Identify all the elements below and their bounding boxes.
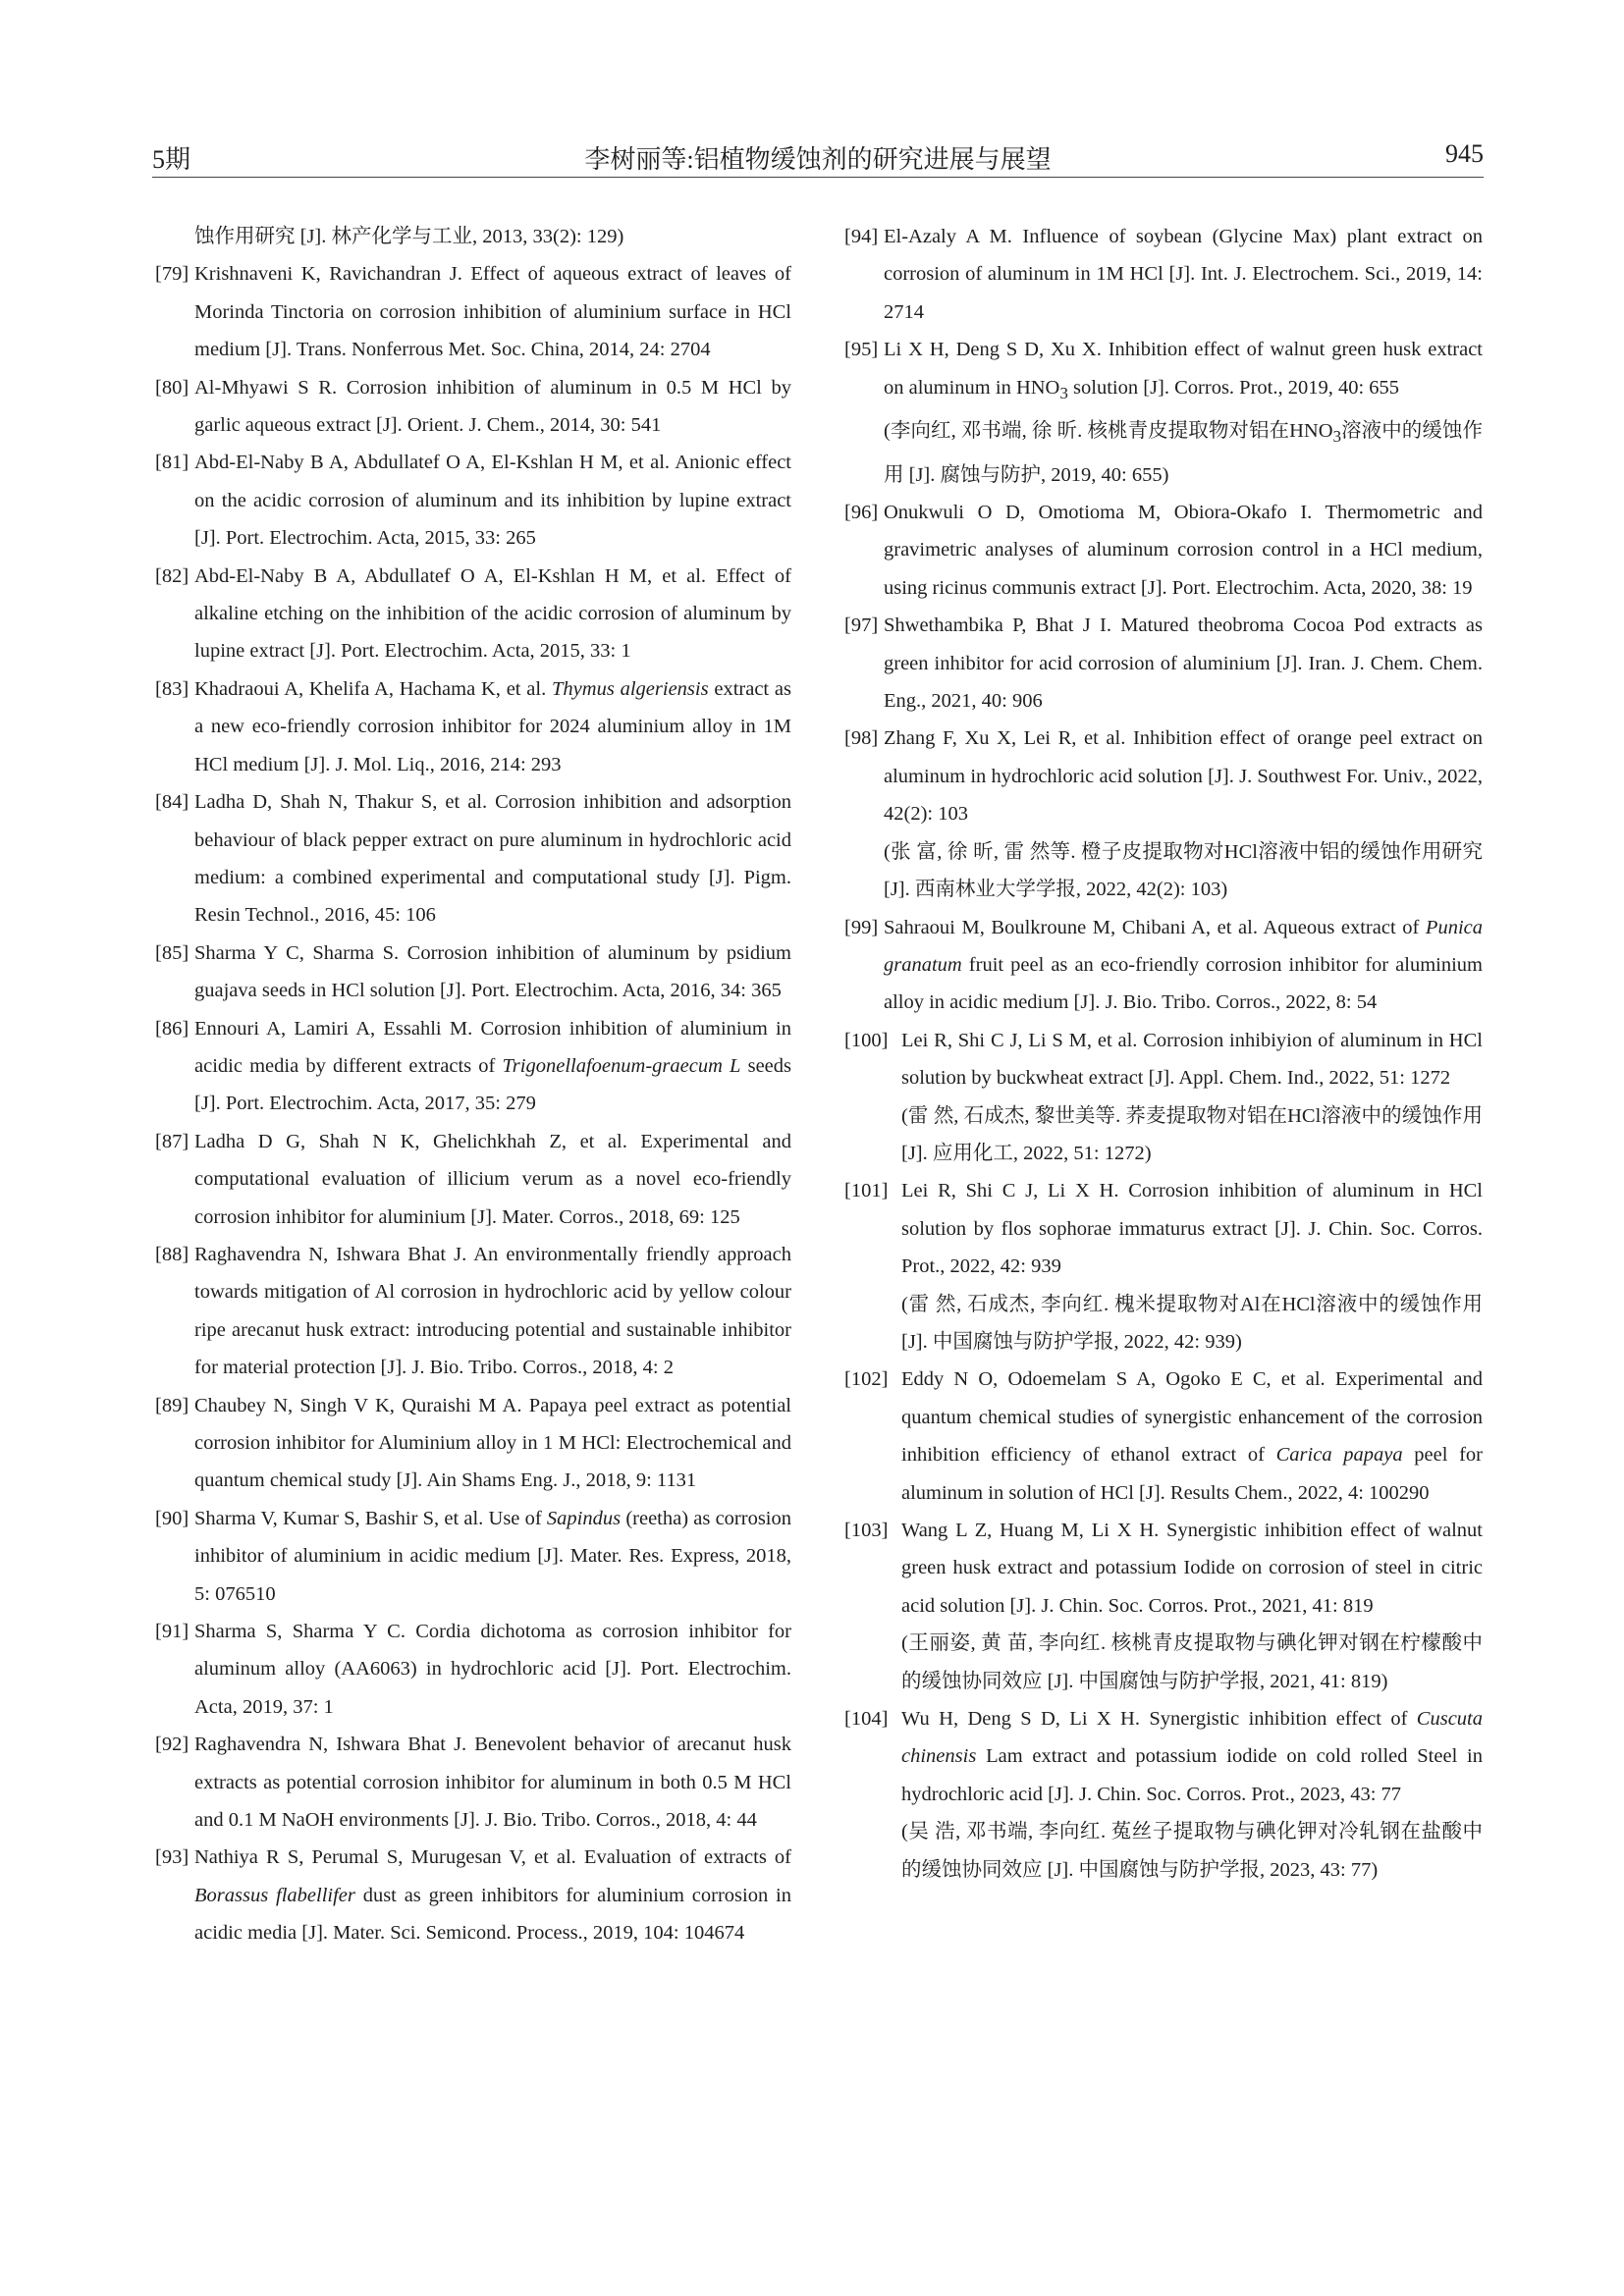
reference-item	[155, 255, 791, 368]
reference-number: [81]	[155, 452, 189, 474]
species-name: Borassus flabellifer	[194, 1884, 355, 1906]
reference-item	[155, 1236, 791, 1387]
reference-text: Krishnaveni K, Ravichandran J. Effect of aqueous extract of leaves of Morinda Tinctoria on corrosion inhibition of aluminium surface in HCl medium [J]. Trans. Nonferrous Met. Soc. China, 2014, 24: 2704	[194, 263, 791, 361]
subscript: 3	[1059, 383, 1068, 402]
reference-text: Lam extract and potassium iodide on cold rolled Steel in hydrochloric acid [J]. J. Chin. Soc. Corros. Prot., 2023, 43: 77	[901, 1745, 1483, 1805]
translation-text: 溶液中的缓蚀作用 [J]. 腐蚀与防护, 2019, 40: 655)	[884, 420, 1483, 486]
translation-text: (李向红, 邓书端, 徐 昕. 核桃青皮提取物对铝在HNO	[884, 420, 1333, 443]
reference-text: Nathiya R S, Perumal S, Murugesan V, et al. Evaluation of extracts of	[194, 1846, 791, 1869]
reference-text: Wu H, Deng S D, Li X H. Synergistic inhibition effect of	[901, 1708, 1417, 1731]
reference-number: [99]	[844, 916, 879, 938]
running-title: 李树丽等:铝植物缓蚀剂的研究进展与展望	[584, 145, 1052, 174]
reference-number: [87]	[155, 1130, 189, 1152]
reference-number: [84]	[155, 791, 189, 814]
reference-item	[844, 331, 1483, 494]
reference-number: [95]	[844, 339, 879, 361]
reference-number: [89]	[155, 1394, 189, 1416]
reference-column-right	[844, 218, 1483, 1889]
species-name: Trigonellafoenum-graecum L	[502, 1054, 741, 1077]
reference-column-left	[155, 218, 791, 1952]
reference-item	[155, 783, 791, 934]
reference-text: Ladha D, Shah N, Thakur S, et al. Corrosion inhibition and adsorption behaviour of black pepper extract on pure aluminum in hydrochloric acid medium: a combined experimental and computational study [J]. Pigm. Resin Technol., 2016, 45: 106	[194, 791, 791, 927]
reference-text: Sahraoui M, Boulkroune M, Chibani A, et al. Aqueous extract of	[884, 916, 1426, 938]
species-name: Sapindus	[546, 1507, 622, 1529]
reference-item	[844, 1361, 1483, 1512]
reference-text: Ladha D G, Shah N K, Ghelichkhah Z, et al. Experimental and computational evaluation of illicium verum as a novel eco-friendly corrosion inhibitor for aluminium [J]. Mater. Corros., 2018, 69: 125	[194, 1130, 791, 1228]
reference-text: Khadraoui A, Khelifa A, Hachama K, et al.	[194, 677, 553, 700]
reference-item	[155, 670, 791, 783]
running-header	[152, 135, 1484, 179]
reference-number: [80]	[155, 376, 189, 399]
reference-text: seeds [J]. Port. Electrochim. Acta, 2017, 35: 279	[194, 1054, 792, 1115]
reference-item	[155, 934, 791, 1010]
subscript: 3	[1332, 427, 1342, 447]
reference-number: [103]	[844, 1520, 889, 1541]
reference-item	[155, 1387, 791, 1500]
reference-number: [97]	[844, 614, 879, 637]
reference-item	[155, 1839, 791, 1951]
reference-item	[155, 444, 791, 557]
reference-number: [86]	[155, 1017, 189, 1040]
issue-number: 5期	[152, 145, 191, 174]
reference-chinese-translation: (张 富, 徐 昕, 雷 然等. 橙子皮提取物对HCl溶液中铝的缓蚀作用研究 [J]. 西南林业大学学报, 2022, 42(2): 103)	[884, 840, 1483, 901]
reference-number: [101]	[844, 1180, 889, 1202]
reference-text: Li X H, Deng S D, Xu X. Inhibition effect of walnut green husk extract on aluminum in HNO	[884, 339, 1483, 399]
reference-chinese-translation: (王丽姿, 黄 苗, 李向红. 核桃青皮提取物与碘化钾对钢在柠檬酸中的缓蚀协同效应 [J]. 中国腐蚀与防护学报, 2021, 41: 819)	[901, 1632, 1483, 1692]
reference-item	[844, 218, 1483, 331]
reference-item	[155, 369, 791, 445]
reference-text: Raghavendra N, Ishwara Bhat J. Benevolent behavior of arecanut husk extracts as potential corrosion inhibitor for aluminum in both 0.5 M HCl and 0.1 M NaOH environments [J]. J. Bio. Tribo. Corros., 2018, 4: 44	[194, 1734, 791, 1832]
reference-number: [83]	[155, 677, 189, 700]
reference-chinese-translation: (雷 然, 石成杰, 黎世美等. 荞麦提取物对铝在HCl溶液中的缓蚀作用 [J]. 应用化工, 2022, 51: 1272)	[901, 1104, 1483, 1164]
reference-number: [98]	[844, 727, 879, 750]
reference-item	[155, 558, 791, 670]
reference-text: Sharma V, Kumar S, Bashir S, et al. Use of	[194, 1507, 547, 1529]
reference-text: solution [J]. Corros. Prot., 2019, 40: 655	[1067, 376, 1400, 399]
reference-number: [92]	[155, 1734, 189, 1756]
reference-item	[155, 1726, 791, 1839]
reference-number: [96]	[844, 502, 879, 524]
reference-text: Abd-El-Naby B A, Abdullatef O A, El-Kshlan H M, et al. Anionic effect on the acidic corrosion of aluminum and its inhibition by lupine extract [J]. Port. Electrochim. Acta, 2015, 33: 265	[194, 452, 791, 550]
reference-text: Lei R, Shi C J, Li X H. Corrosion inhibition of aluminum in HCl solution by flos sophorae immaturus extract [J]. J. Chin. Soc. Corros. Prot., 2022, 42: 939	[901, 1180, 1483, 1278]
reference-text: (reetha) as corrosion inhibitor of aluminium in acidic medium [J]. Mater. Res. Express, 2018, 5: 076510	[194, 1507, 791, 1605]
reference-item	[155, 1500, 791, 1613]
header-rule	[152, 177, 1484, 178]
reference-text: Zhang F, Xu X, Lei R, et al. Inhibition effect of orange peel extract on aluminum in hydrochloric acid solution [J]. J. Southwest For. Univ., 2022, 42(2): 103	[884, 727, 1483, 826]
reference-item	[844, 494, 1483, 607]
reference-item	[844, 720, 1483, 908]
reference-text: Chaubey N, Singh V K, Quraishi M A. Papaya peel extract as potential corrosion inhibitor for Aluminium alloy in 1 M HCl: Electrochemical and quantum chemical study [J]. Ain Shams Eng. J., 2018, 9: 1131	[194, 1394, 791, 1492]
species-name: Carica papaya	[1275, 1444, 1403, 1467]
reference-chinese-translation: (雷 然, 石成杰, 李向红. 槐米提取物对Al在HCl溶液中的缓蚀作用 [J]. 中国腐蚀与防护学报, 2022, 42: 939)	[901, 1293, 1483, 1353]
reference-continuation: 蚀作用研究 [J]. 林产化学与工业, 2013, 33(2): 129)	[194, 226, 624, 247]
reference-item	[844, 1022, 1483, 1173]
reference-text: Al-Mhyawi S R. Corrosion inhibition of aluminum in 0.5 M HCl by garlic aqueous extract [J]. Orient. J. Chem., 2014, 30: 541	[194, 376, 791, 437]
reference-chinese-translation: (吴 浩, 邓书端, 李向红. 菟丝子提取物与碘化钾对冷轧钢在盐酸中的缓蚀协同效应 [J]. 中国腐蚀与防护学报, 2023, 43: 77)	[901, 1821, 1483, 1881]
reference-number: [79]	[155, 263, 189, 286]
reference-chinese-translation	[884, 412, 1483, 494]
reference-item	[844, 909, 1483, 1022]
reference-number: [102]	[844, 1368, 889, 1391]
reference-text: fruit peel as an eco-friendly corrosion inhibitor for aluminium alloy in acidic medium [J]. J. Bio. Tribo. Corros., 2022, 8: 54	[884, 953, 1483, 1014]
reference-number: [104]	[844, 1708, 889, 1731]
reference-text: El-Azaly A M. Influence of soybean (Glycine Max) plant extract on corrosion of aluminum in 1M HCl [J]. Int. J. Electrochem. Sci., 2019, 14: 2714	[884, 226, 1483, 323]
reference-text: Abd-El-Naby B A, Abdullatef O A, El-Kshlan H M, et al. Effect of alkaline etching on the inhibition of the acidic corrosion of aluminum by lupine extract [J]. Port. Electrochim. Acta, 2015, 33: 1	[194, 564, 791, 663]
reference-number: [82]	[155, 564, 189, 587]
reference-text: Shwethambika P, Bhat J I. Matured theobroma Cocoa Pod extracts as green inhibitor for acid corrosion of aluminium [J]. Iran. J. Chem. Chem. Eng., 2021, 40: 906	[884, 614, 1483, 713]
reference-text: extract as a new eco-friendly corrosion inhibitor for 2024 aluminium alloy in 1M HCl medium [J]. J. Mol. Liq., 2016, 214: 293	[194, 677, 791, 775]
species-name: Cuscuta chinensis	[901, 1708, 1483, 1768]
reference-text: Lei R, Shi C J, Li S M, et al. Corrosion inhibiyion of aluminum in HCl solution by buckwheat extract [J]. Appl. Chem. Ind., 2022, 51: 1272	[901, 1029, 1483, 1090]
reference-number: [93]	[155, 1846, 189, 1869]
reference-text: Onukwuli O D, Omotioma M, Obiora-Okafo I. Thermometric and gravimetric analyses of aluminum corrosion control in a HCl medium, using ricinus communis extract [J]. Port. Electrochim. Acta, 2020, 38: 19	[884, 502, 1483, 599]
reference-item	[844, 1512, 1483, 1700]
reference-text: Ennouri A, Lamiri A, Essahli M. Corrosion inhibition of aluminium in acidic media by different extracts of	[194, 1017, 791, 1077]
reference-item	[155, 1010, 791, 1123]
reference-text: Sharma Y C, Sharma S. Corrosion inhibition of aluminum by psidium guajava seeds in HCl solution [J]. Port. Electrochim. Acta, 2016, 34: 365	[194, 941, 791, 1002]
reference-item	[155, 1123, 791, 1236]
reference-item	[844, 607, 1483, 720]
reference-item	[844, 1700, 1483, 1889]
reference-text: dust as green inhibitors for aluminium corrosion in acidic media [J]. Mater. Sci. Semicond. Process., 2019, 104: 104674	[194, 1884, 791, 1945]
reference-number: [85]	[155, 941, 189, 964]
reference-text: peel for aluminum in solution of HCl [J]. Results Chem., 2022, 4: 100290	[901, 1444, 1484, 1504]
reference-text: Eddy N O, Odoemelam S A, Ogoko E C, et al. Experimental and quantum chemical studies of synergistic enhancement of the corrosion inhibition efficiency of ethanol extract of	[901, 1368, 1483, 1467]
reference-number: [100]	[844, 1029, 889, 1051]
reference-number: [88]	[155, 1243, 189, 1265]
species-name: Punica granatum	[884, 916, 1483, 976]
reference-number: [90]	[155, 1507, 189, 1529]
page-number: 945	[1445, 139, 1484, 168]
reference-text: Wang L Z, Huang M, Li X H. Synergistic inhibition effect of walnut green husk extract and potassium Iodide on corrosion of steel in citric acid solution [J]. J. Chin. Soc. Corros. Prot., 2021, 41: 819	[901, 1520, 1483, 1617]
reference-item	[844, 1172, 1483, 1361]
reference-number: [94]	[844, 226, 879, 247]
reference-number: [91]	[155, 1621, 189, 1643]
species-name: Thymus algeriensis	[552, 677, 709, 700]
reference-item	[155, 1613, 791, 1726]
reference-text: Raghavendra N, Ishwara Bhat J. An environmentally friendly approach towards mitigation of Al corrosion in hydrochloric acid by yellow colour ripe arecanut husk extract: introducing potential and sustainable inhibitor for material protection [J]. J. Bio. Tribo. Corros., 2018, 4: 2	[194, 1243, 791, 1379]
reference-text: Sharma S, Sharma Y C. Cordia dichotoma as corrosion inhibitor for aluminum alloy (AA6063) in hydrochloric acid [J]. Port. Electrochim. Acta, 2019, 37: 1	[194, 1621, 791, 1718]
